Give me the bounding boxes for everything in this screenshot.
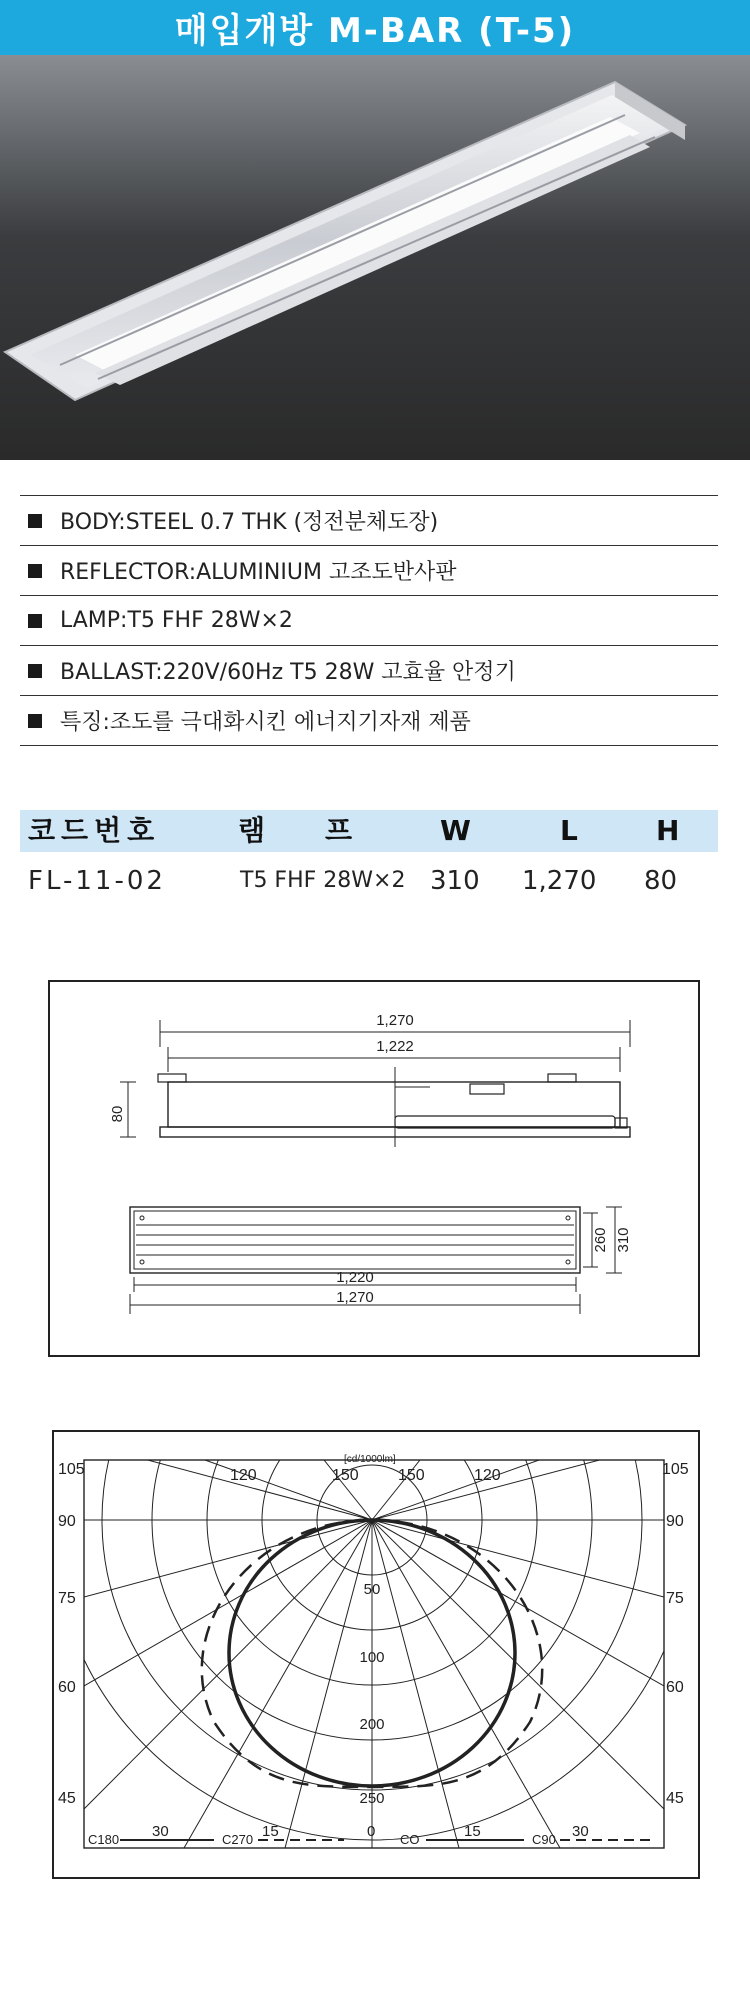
- dim-1220: 1,220: [336, 1269, 374, 1286]
- angle-right-75: 75: [666, 1590, 684, 1607]
- legend-30-right: 30: [572, 1823, 589, 1840]
- dim-310: 310: [615, 1227, 632, 1253]
- spec-text: 특징:조도를 극대화시킨 에너지기자재 제품: [60, 710, 471, 735]
- legend-co: CO: [400, 1832, 420, 1847]
- bullet-icon: [28, 564, 42, 578]
- dim-1270-bottom: 1,270: [336, 1289, 374, 1306]
- spec-row-feature: [20, 695, 718, 746]
- spec-row-lamp: [20, 595, 718, 645]
- title-bar: [0, 0, 750, 55]
- angle-left-75: 75: [58, 1590, 76, 1607]
- bullet-icon: [28, 614, 42, 628]
- header-code: 코드번호: [28, 814, 161, 847]
- legend-15-right: 15: [464, 1823, 481, 1840]
- bullet-icon: [28, 664, 42, 678]
- angle-right-60: 60: [666, 1679, 684, 1696]
- legend-0: 0: [367, 1823, 376, 1840]
- cell-w: 310: [430, 866, 480, 896]
- page-title: 매입개방 M-BAR (T-5): [174, 11, 576, 51]
- spec-list: [20, 495, 718, 746]
- cell-l: 1,270: [522, 866, 597, 896]
- spec-row-ballast: [20, 645, 718, 695]
- spec-row-reflector: [20, 545, 718, 595]
- legend-c270: C270: [222, 1832, 254, 1847]
- dim-80: 80: [109, 1105, 126, 1123]
- legend-30-left: 30: [152, 1823, 169, 1840]
- legend-c90: C90: [532, 1832, 556, 1847]
- legend-c180: C180: [88, 1832, 120, 1847]
- code-table-row: [20, 860, 718, 902]
- dimension-drawing: [50, 982, 698, 1355]
- header-lamp: 램프: [238, 814, 413, 847]
- unit-label: [cd/1000lm]: [344, 1454, 396, 1465]
- header-h: H: [656, 814, 680, 847]
- spec-text: LAMP:T5 FHF 28W×2: [60, 608, 293, 633]
- header-w: W: [440, 814, 471, 847]
- cell-h: 80: [644, 866, 678, 896]
- polar-diagram-frame: [52, 1430, 700, 1879]
- header-l: L: [560, 814, 578, 847]
- code-table-header: [20, 810, 718, 852]
- bullet-icon: [28, 514, 42, 528]
- legend-15-left: 15: [262, 1823, 279, 1840]
- radial-100: 100: [359, 1649, 385, 1666]
- dimension-drawing-frame: [48, 980, 700, 1357]
- radial-250: 250: [359, 1790, 385, 1807]
- angle-left-60: 60: [58, 1679, 76, 1696]
- angle-top-120-right: 120: [474, 1467, 501, 1484]
- angle-left-90: 90: [58, 1513, 76, 1530]
- dim-260: 260: [592, 1227, 609, 1253]
- polar-diagram: [54, 1432, 698, 1877]
- product-photo: [0, 55, 750, 460]
- angle-left-105: 105: [58, 1461, 85, 1478]
- dim-1222: 1,222: [376, 1038, 414, 1055]
- angle-right-45: 45: [666, 1790, 684, 1807]
- radial-50: 50: [363, 1581, 381, 1598]
- angle-top-150-left: 150: [332, 1467, 359, 1484]
- radial-200: 200: [359, 1716, 385, 1733]
- angle-top-150-right: 150: [398, 1467, 425, 1484]
- angle-right-90: 90: [666, 1513, 684, 1530]
- spec-row-body: [20, 495, 718, 545]
- spec-text: REFLECTOR:ALUMINIUM 고조도반사판: [60, 560, 457, 585]
- angle-left-45: 45: [58, 1790, 76, 1807]
- spec-text: BALLAST:220V/60Hz T5 28W 고효율 안정기: [60, 660, 516, 685]
- dim-1270-top: 1,270: [376, 1012, 414, 1029]
- cell-code: FL-11-02: [28, 866, 166, 896]
- cell-lamp: T5 FHF 28W×2: [240, 868, 406, 893]
- bullet-icon: [28, 714, 42, 728]
- angle-top-120-left: 120: [230, 1467, 257, 1484]
- spec-text: BODY:STEEL 0.7 THK (정전분체도장): [60, 510, 439, 535]
- angle-right-105: 105: [662, 1461, 689, 1478]
